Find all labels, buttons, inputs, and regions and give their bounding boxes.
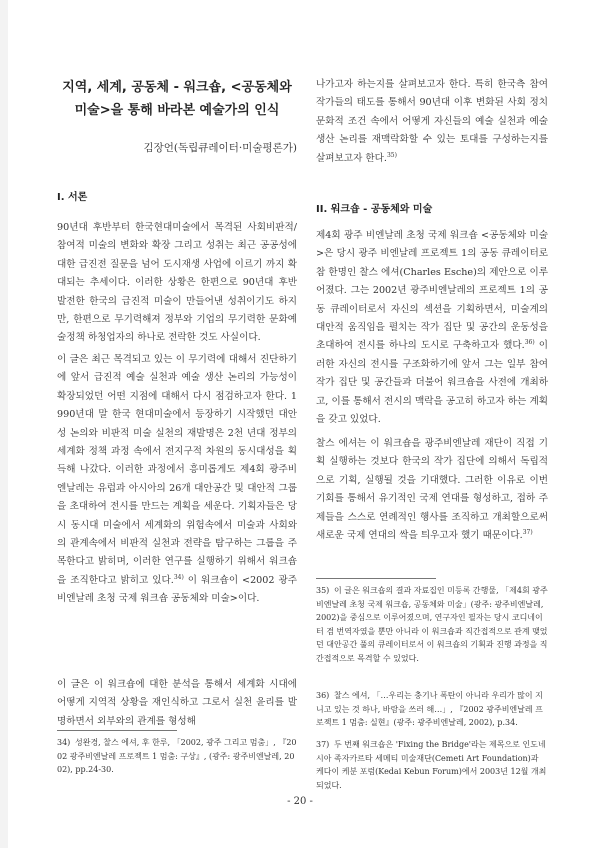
workshop-paragraph-2-text: 찰스 에셔는 이 워크숍을 광주비엔날레 재단이 직접 기획 실행하는 것보다 한국의 작가 집단에 의해서 독립적으로 기획, 실행될 것을 기대했다. 그러한 이유로 이번 기회를 통해서 유기적인 국제 연대를 형성하고, 접하 주제들을 스스로 연례적인 행사를 조직하고 개최할으로써 새로운 국제 연대의 싹을 틔우고자 했기 때문이다. [316,438,548,542]
footnote-36-number: 36) [316,691,330,700]
workshop-paragraph-1-text: 제4회 광주 비엔날레 초청 국제 워크숍 <공동체와 미술>은 당시 광주 비엔날레 프로젝트 1의 공동 큐레이터로 참 한명인 찰스 에셔(Charles Esche)의 제안으로 이루어졌다. 그는 2002년 광주비엔날레의 프로젝트 1의 공동 큐레이터로서 자신의 섹션을 기획하면서, 미술계의 대안적 움직임을 펼치는 작가 집단 및 공간의 운동성을 초대하여 전시를 하나의 도시로 구축하고자 했다. [316,230,548,352]
title-line-2: 미술>을 통해 바라본 예술가의 인식 [74,103,280,118]
footnote-36-text: 찰스 에셔, 「…우리는 충기나 폭탄이 아니라 우리가 많이 지니고 있는 것 하나, 바람을 쓰러 해…」, 『2002 광주비엔날레 프로젝트 1 멈춤: 실현』(광주: 광주비엔날레, 2002), p.34. [316,691,543,727]
title-line-1: 지역, 세계, 공동체 - 워크숍, <공동체와 [62,80,292,95]
intro-paragraph-2-tail: 이 워크숍이 <2002 광주비엔날레 초청 국제 워크숍 공동체와 미술>이다. [57,574,297,605]
article-title [57,76,297,122]
footnote-ref-36: 36) [524,339,535,347]
intro-paragraph-1: 90년대 후반부터 한국현대미술에서 목격된 사회비판적/참여적 미술의 변화와 확장 그리고 성취는 최근 공공성에 대한 급진전 질문을 넘어 도시재생 사업에 이르기 까지 확대되는 추세이다. 이러한 상황은 한편으로 90년대 후반 발전한 한국의 급진적 미술이 만들어낸 성취이기도 하지만, 한편으로 무기력해져 정부와 기업의 무기력한 문화예술정책 하청업자의 하나로 전락한 것도 사실이다. [57,222,297,344]
intro-paragraph-2-text: 이 글은 최근 목격되고 있는 이 무기력에 대해서 진단하기에 앞서 급진적 예술 실천과 예술 생산 논리의 가능성이 확장되었던 어떤 지점에 대해서 다시 점검하고자 한다. 1990년대 말 한국 현대미술에서 등장하기 시작했던 대안성 논의와 비판적 미술 실천의 재발명은 2천 년대 정부의 세계화 정책 과정 속에서 전지구적 차원의 동시대성을 획득해 나갔다. 이러한 과정에서 흥미롭게도 제4회 광주비엔날레는 유럽과 아시아의 26개 대안공간 및 대안적 그룹을 초대하여 전시를 만드는 계획을 세운다. 기획자들은 당시 동시대 미술에서 세계화의 위험속에서 미술과 사회와의 관계속에서 비판적 실천과 전략을 탐구하는 그룹을 주목한다고 밝히며, 이러한 연구를 실행하기 위해서 워크숍을 조직한다고 밝히고 있다. [57,354,297,586]
section-heading-workshop: II. 워크숍 - 공동체와 미술 [316,204,433,215]
author-byline: 김장언(독립큐레이터·미술평론가) [143,142,297,154]
binding-strip [0,0,8,848]
footnote-36 [316,689,548,730]
intro-paragraph-2 [57,351,297,609]
footnote-37-text: 두 번째 워크숍은 'Fixing the Bridge'라는 제목으로 인도네시아 족자카르타 세메티 미술재단(Cemeti Art Foundation)과 케다이 케분 포럼(Kedai Kebun Forum)에서 2003년 12월 개최되었다. [316,740,547,790]
footnote-ref-34: 34) [173,573,184,581]
intro-paragraph-3-continued [316,76,548,168]
intro-paragraph-3-continued-text: 나가고자 하는지를 살펴보고자 한다. 특히 한국측 참여 작가들의 태도를 통해서 90년대 이후 변화된 사회 정치 문화적 조건 속에서 어떻게 자신들의 예술 실천과 예술 생산 논리를 재맥락화할 수 있는 토대를 구성하는지를 살펴보고자 한다. [316,79,548,164]
workshop-paragraph-2 [316,435,548,545]
section-heading-intro: I. 서론 [57,192,88,203]
workshop-paragraph-1-tail: 이러한 자신의 전시를 구조화하기에 앞서 그는 일부 참여 작가 집단 및 공간들과 더불어 워크숍을 사전에 개최하고, 이를 통해서 전시의 맥락을 공고히 하고자 하는 계획을 갖고 있었다. [316,340,548,426]
footnote-35 [316,584,548,665]
footnote-35-number: 35) [316,586,330,595]
footnote-37 [316,738,548,792]
footnote-34-text: 성완경, 찰스 에셔, 후 한루, 「2002, 광주 그리고 멈춤」, 『2002 광주비엔날레 프로젝트 1 멈춤: 구상』, (광주: 광주비엔날레, 2002), pp.24-30. [57,738,297,774]
page-number: - 20 - [287,796,313,807]
workshop-paragraph-1 [316,227,548,429]
footnote-rule-left [57,730,177,731]
footnote-34 [57,736,297,777]
footnote-ref-37: 37) [522,528,533,536]
intro-paragraph-3: 이 글은 이 워크숍에 대한 분석을 통해서 세계화 시대에 어떻게 지역적 상황을 재인식하고 그로서 실천 윤리를 발명하면서 외부와의 관계를 형성해 [57,679,297,727]
footnote-rule-right [316,578,436,579]
footnote-34-number: 34) [57,738,71,747]
footnote-37-number: 37) [316,740,330,749]
footnote-ref-35: 35) [386,151,397,159]
footnote-35-text: 이 글은 워크숍의 결과 자료집인 미등록 간행물, 「제4회 광주비엔날레 초청 국제 워크숍, 공동체와 미술」(광주: 광주비엔날레, 2002)을 중심으로 이루어졌으며, 연구자인 필자는 당시 코디네이터 겸 번역자였을 뿐만 아니라 이 워크숍과 직간접적으로 관계 맺었던 대안공간 풀의 큐레이터로서 이 워크숍의 기획과 진행 과정을 직간접적으로 목격할 수 있었다. [316,586,548,663]
